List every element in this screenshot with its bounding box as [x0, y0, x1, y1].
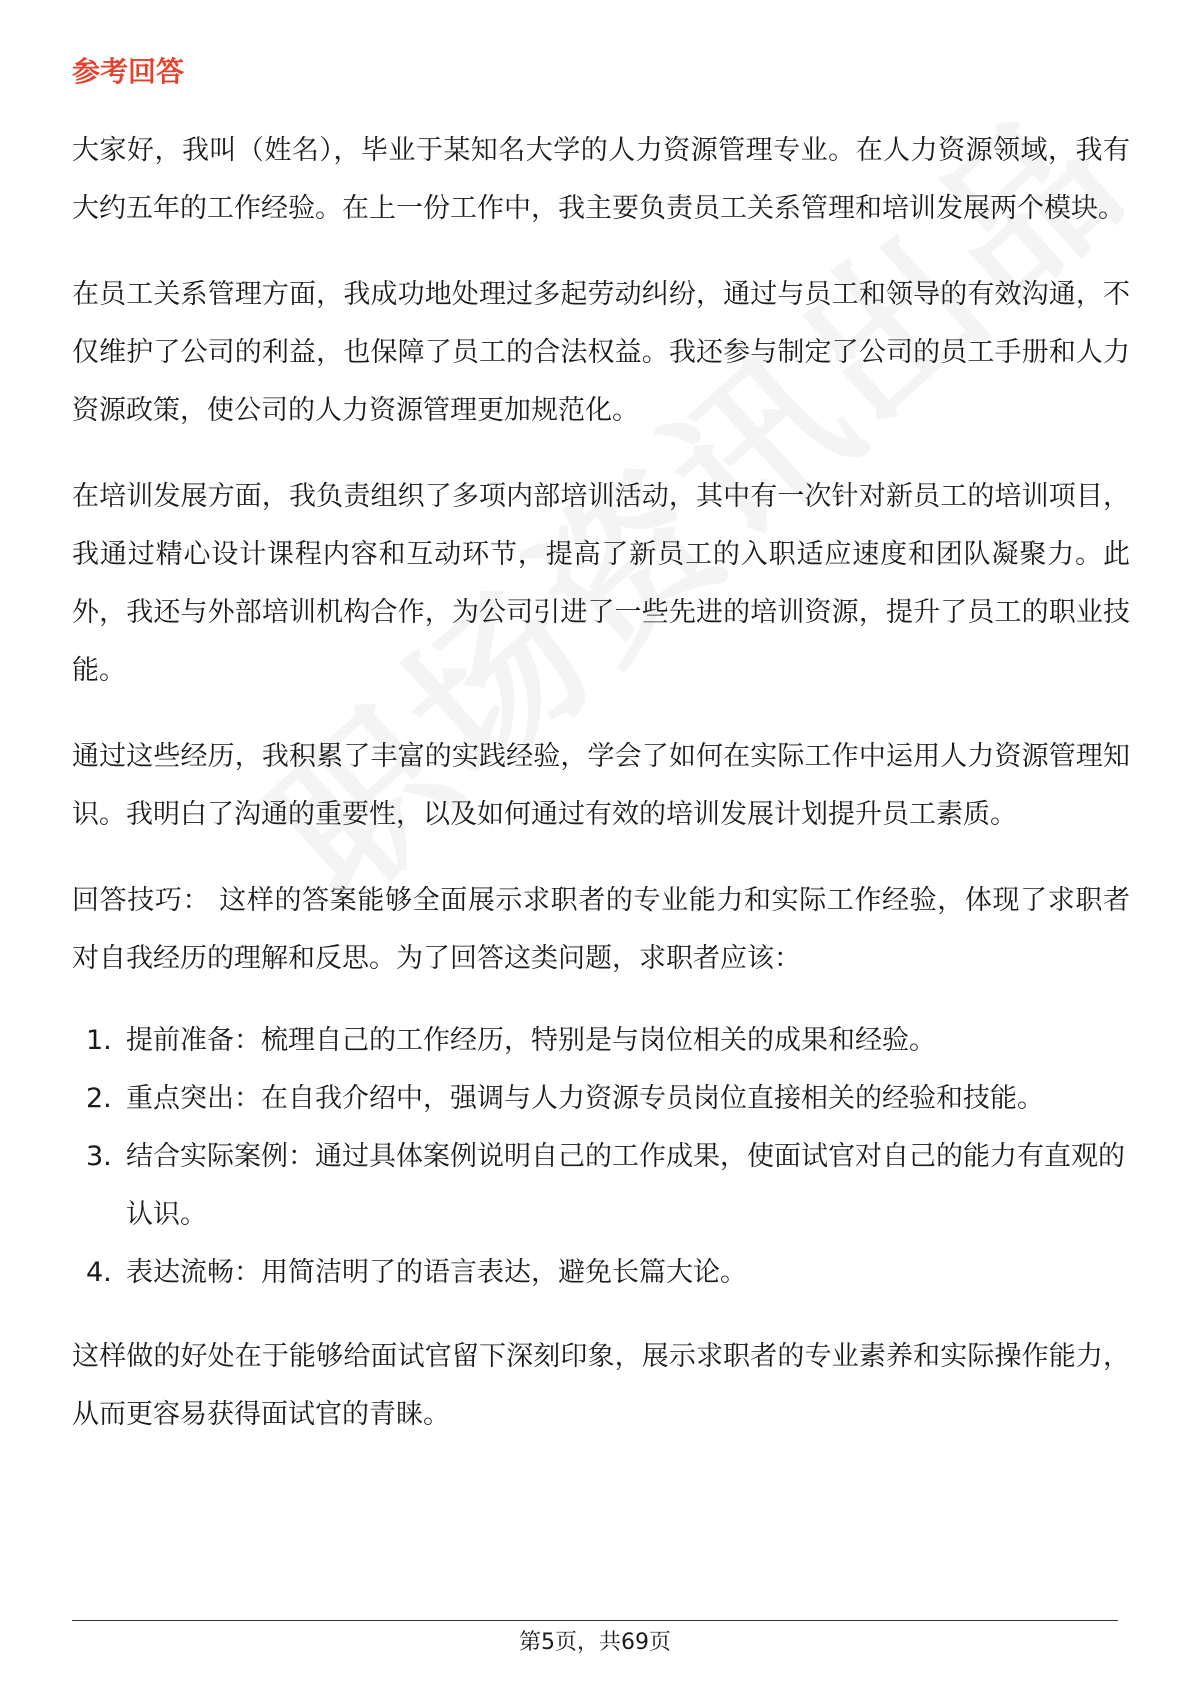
paragraph-tips: 回答技巧： 这样的答案能够全面展示求职者的专业能力和实际工作经验，体现了求职者对自我经历的理解和反思。为了回答这类问题，求职者应该： — [72, 885, 1130, 974]
section-heading: 参考回答 — [72, 55, 185, 88]
list-number: 3. — [86, 1141, 112, 1172]
list-item — [72, 1070, 1130, 1128]
paragraph-training: 在培训发展方面，我负责组织了多项内部培训活动，其中有一次针对新员工的培训项目，我通过精心设计课程内容和互动环节，提高了新员工的入职适应速度和团队凝聚力。此外，我还与外部培训机构合作，为公司引进了一些先进的培训资源，提升了员工的职业技能。 — [72, 481, 1130, 686]
list-text: 表达流畅：用简洁明了的语言表达，避免长篇大论。 — [126, 1257, 747, 1288]
list-item — [72, 1244, 1130, 1302]
list-text: 结合实际案例：通过具体案例说明自己的工作成果，使面试官对自己的能力有直观的认识。 — [126, 1141, 1125, 1230]
list-item — [72, 1128, 1130, 1244]
tips-list — [72, 1012, 1130, 1302]
list-text: 重点突出：在自我介绍中，强调与人力资源专员岗位直接相关的经验和技能。 — [126, 1083, 1044, 1114]
page-number: 第5页，共69页 — [519, 1630, 671, 1655]
list-number: 2. — [86, 1083, 112, 1114]
list-number: 4. — [86, 1257, 112, 1288]
list-number: 1. — [86, 1025, 112, 1056]
document-content — [72, 52, 1130, 1472]
paragraph-experience: 通过这些经历，我积累了丰富的实践经验，学会了如何在实际工作中运用人力资源管理知识。我明白了沟通的重要性，以及如何通过有效的培训发展计划提升员工素质。 — [72, 741, 1130, 830]
list-item — [72, 1012, 1130, 1070]
list-text: 提前准备：梳理自己的工作经历，特别是与岗位相关的成果和经验。 — [126, 1025, 936, 1056]
paragraph-intro: 大家好，我叫（姓名），毕业于某知名大学的人力资源管理专业。在人力资源领域，我有大约五年的工作经验。在上一份工作中，我主要负责员工关系管理和培训发展两个模块。 — [72, 135, 1130, 224]
paragraph-employee-relations: 在员工关系管理方面，我成功地处理过多起劳动纠纷，通过与员工和领导的有效沟通，不仅维护了公司的利益，也保障了员工的合法权益。我还参与制定了公司的员工手册和人力资源政策，使公司的人力资源管理更加规范化。 — [72, 279, 1130, 426]
paragraph-closing: 这样做的好处在于能够给面试官留下深刻印象，展示求职者的专业素养和实际操作能力，从而更容易获得面试官的青睐。 — [72, 1341, 1130, 1430]
footer-divider — [72, 1620, 1118, 1621]
